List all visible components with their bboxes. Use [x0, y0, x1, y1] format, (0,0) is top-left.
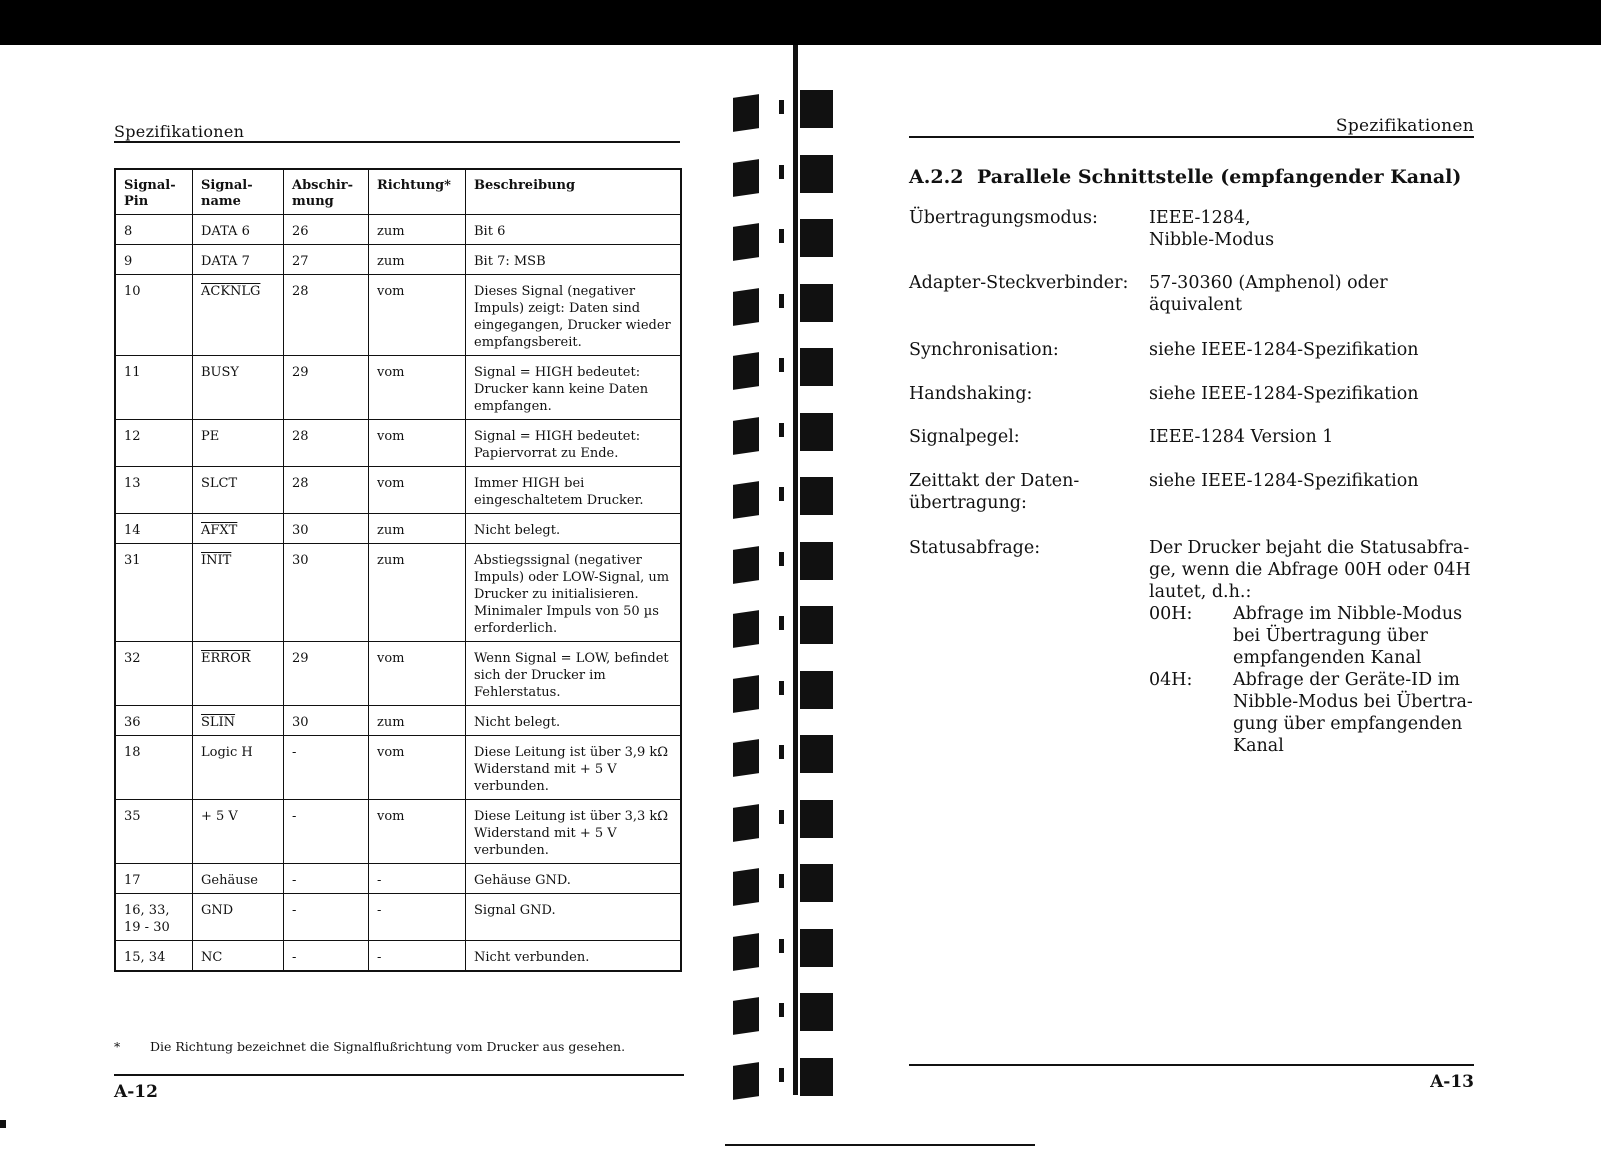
- spec-label: Signalpegel:: [909, 427, 1020, 447]
- direction-cell: vom: [369, 356, 466, 420]
- binding-spine: [793, 45, 798, 1095]
- table-row: [115, 420, 681, 467]
- shield-cell: -: [284, 736, 369, 800]
- table-row: [115, 800, 681, 864]
- col-header-pin-text: Signal- Pin: [124, 178, 176, 209]
- binding-ring-right: [800, 90, 833, 128]
- status-value: [1149, 537, 1479, 757]
- col-header-shield-text: Abschir- mung: [292, 178, 354, 209]
- binding-ring-hole: [779, 1003, 784, 1017]
- description-cell: Wenn Signal = LOW, befindet sich der Drucker im Fehlerstatus.: [466, 642, 682, 706]
- signal-pin-cell: 36: [115, 706, 193, 736]
- binding-ring-left: [733, 997, 759, 1035]
- direction-cell: -: [369, 941, 466, 972]
- col-header-direction: [369, 169, 466, 215]
- direction-cell: vom: [369, 275, 466, 356]
- signal-pin-cell: 11: [115, 356, 193, 420]
- binding-ring-left: [733, 352, 759, 390]
- binding-ring-hole: [779, 616, 784, 630]
- table-row: [115, 245, 681, 275]
- signal-name-cell: + 5 V: [193, 800, 284, 864]
- direction-cell: -: [369, 894, 466, 941]
- binding-ring-left: [733, 933, 759, 971]
- binding-ring-left: [733, 546, 759, 584]
- spec-value: 57-30360 (Amphenol) oder äquivalent: [1149, 273, 1388, 315]
- table-row: [115, 864, 681, 894]
- spec-label: Synchronisation:: [909, 340, 1059, 360]
- shield-cell: 29: [284, 356, 369, 420]
- direction-cell: zum: [369, 706, 466, 736]
- signal-name-cell: BUSY: [193, 356, 284, 420]
- status-code-row: [1149, 603, 1479, 669]
- signal-name-cell: AFXT: [193, 514, 284, 544]
- signal-name-cell: PE: [193, 420, 284, 467]
- description-cell: Nicht belegt.: [466, 514, 682, 544]
- col-header-direction-text: Richtung*: [377, 178, 451, 193]
- signal-pin-cell: 13: [115, 467, 193, 514]
- signal-name-cell: Logic H: [193, 736, 284, 800]
- signal-pin-cell: 18: [115, 736, 193, 800]
- direction-cell: zum: [369, 215, 466, 245]
- binding-ring-hole: [779, 552, 784, 566]
- section-title: Parallele Schnittstelle (empfangender Kanal): [977, 166, 1462, 188]
- description-cell: Signal = HIGH bedeutet: Drucker kann keine Daten empfangen.: [466, 356, 682, 420]
- shield-cell: -: [284, 864, 369, 894]
- signal-name-cell: ERROR: [193, 642, 284, 706]
- signal-pin-cell: 16, 33, 19 - 30: [115, 894, 193, 941]
- col-header-description-text: Beschreibung: [474, 178, 576, 193]
- signal-name-cell: NC: [193, 941, 284, 972]
- spec-value: IEEE-1284 Version 1: [1149, 427, 1334, 447]
- binding-ring-right: [800, 864, 833, 902]
- table-row: [115, 642, 681, 706]
- table-row: [115, 215, 681, 245]
- binding-ring-left: [733, 417, 759, 455]
- page-number-left: A-12: [114, 1074, 684, 1102]
- signal-name-cell: ACKNLG: [193, 275, 284, 356]
- binding-ring-hole: [779, 423, 784, 437]
- binding-ring-left: [733, 675, 759, 713]
- shield-cell: 30: [284, 514, 369, 544]
- shield-cell: -: [284, 941, 369, 972]
- table-row: [115, 544, 681, 642]
- description-cell: Immer HIGH bei eingeschaltetem Drucker.: [466, 467, 682, 514]
- signal-pin-cell: 12: [115, 420, 193, 467]
- description-cell: Nicht verbunden.: [466, 941, 682, 972]
- signal-pin-cell: 31: [115, 544, 193, 642]
- binding-ring-right: [800, 735, 833, 773]
- binding-ring-hole: [779, 810, 784, 824]
- shield-cell: 27: [284, 245, 369, 275]
- direction-cell: vom: [369, 736, 466, 800]
- shield-cell: 28: [284, 420, 369, 467]
- status-code-text: Abfrage der Geräte-ID im Nibble-Modus bei Übertra- gung über empfangenden Kanal: [1233, 670, 1473, 756]
- description-cell: Dieses Signal (negativer Impuls) zeigt: Daten sind eingegangen, Drucker wieder empfangsbereit.: [466, 275, 682, 356]
- spec-value: IEEE-1284, Nibble-Modus: [1149, 208, 1275, 250]
- running-header-left: Spezifikationen: [114, 122, 680, 143]
- footnote-marker: *: [114, 1039, 121, 1054]
- col-header-name: [193, 169, 284, 215]
- spec-label: Übertragungsmodus:: [909, 208, 1098, 228]
- status-code-text: Abfrage im Nibble-Modus bei Übertragung über empfangenden Kanal: [1233, 604, 1463, 668]
- binding-ring-left: [733, 94, 759, 132]
- col-header-name-text: Signal- name: [201, 178, 253, 209]
- shield-cell: 28: [284, 275, 369, 356]
- signal-pin-cell: 8: [115, 215, 193, 245]
- binding-ring-right: [800, 413, 833, 451]
- status-code: 00H:: [1149, 604, 1193, 624]
- binding-ring-hole: [779, 745, 784, 759]
- spec-label: Adapter-Steckverbinder:: [909, 273, 1129, 293]
- binding-ring-right: [800, 993, 833, 1031]
- signal-pin-cell: 35: [115, 800, 193, 864]
- description-cell: Diese Leitung ist über 3,9 kΩ Widerstand mit + 5 V verbunden.: [466, 736, 682, 800]
- binding-ring-right: [800, 542, 833, 580]
- signal-name-cell: SLCT: [193, 467, 284, 514]
- binding-ring-right: [800, 800, 833, 838]
- spec-value: siehe IEEE-1284-Spezifikation: [1149, 340, 1419, 360]
- status-code: 04H:: [1149, 670, 1193, 690]
- binding-ring-left: [733, 288, 759, 326]
- spec-label: Handshaking:: [909, 384, 1033, 404]
- binding-ring-left: [733, 159, 759, 197]
- binding-ring-hole: [779, 874, 784, 888]
- description-cell: Gehäuse GND.: [466, 864, 682, 894]
- spec-label: Zeittakt der Daten- übertragung:: [909, 471, 1080, 513]
- table-row: [115, 467, 681, 514]
- binding-ring-hole: [779, 358, 784, 372]
- description-cell: Signal = HIGH bedeutet: Papiervorrat zu Ende.: [466, 420, 682, 467]
- shield-cell: 30: [284, 706, 369, 736]
- signal-pin-cell: 15, 34: [115, 941, 193, 972]
- signal-pin-cell: 17: [115, 864, 193, 894]
- signal-name-cell: Gehäuse: [193, 864, 284, 894]
- binding-ring-right: [800, 671, 833, 709]
- binding-ring-hole: [779, 100, 784, 114]
- binding-ring-hole: [779, 165, 784, 179]
- section-heading: [909, 166, 1461, 188]
- description-cell: Diese Leitung ist über 3,3 kΩ Widerstand mit + 5 V verbunden.: [466, 800, 682, 864]
- spec-value: siehe IEEE-1284-Spezifikation: [1149, 471, 1419, 491]
- table-row: [115, 356, 681, 420]
- col-header-shield: [284, 169, 369, 215]
- direction-cell: vom: [369, 467, 466, 514]
- page-number-right: A-13: [909, 1064, 1474, 1092]
- direction-cell: vom: [369, 420, 466, 467]
- table-row: [115, 736, 681, 800]
- binding-ring-hole: [779, 229, 784, 243]
- binding-ring-hole: [779, 1068, 784, 1082]
- col-header-description: [466, 169, 682, 215]
- binding-ring-right: [800, 1058, 833, 1096]
- spec-label: Statusabfrage:: [909, 538, 1041, 558]
- right-page: [880, 0, 1601, 1154]
- signal-pin-cell: 14: [115, 514, 193, 544]
- shield-cell: 26: [284, 215, 369, 245]
- binding-ring-left: [733, 610, 759, 648]
- binding-ring-hole: [779, 487, 784, 501]
- signal-name-cell: GND: [193, 894, 284, 941]
- binding-ring-left: [733, 804, 759, 842]
- signal-pin-cell: 9: [115, 245, 193, 275]
- binding-ring-hole: [779, 294, 784, 308]
- binding-ring-right: [800, 348, 833, 386]
- footnote-text: Die Richtung bezeichnet die Signalflußrichtung vom Drucker aus gesehen.: [150, 1039, 626, 1054]
- shield-cell: -: [284, 894, 369, 941]
- binding-ring-left: [733, 868, 759, 906]
- binding-ring-right: [800, 284, 833, 322]
- description-cell: Signal GND.: [466, 894, 682, 941]
- section-number: A.2.2: [909, 166, 964, 188]
- shield-cell: -: [284, 800, 369, 864]
- direction-cell: vom: [369, 800, 466, 864]
- signal-name-cell: DATA 6: [193, 215, 284, 245]
- table-row: [115, 941, 681, 972]
- description-cell: Bit 7: MSB: [466, 245, 682, 275]
- status-code-row: [1149, 669, 1479, 757]
- signal-pin-cell: 32: [115, 642, 193, 706]
- signal-name-cell: SLIN: [193, 706, 284, 736]
- direction-cell: vom: [369, 642, 466, 706]
- direction-cell: -: [369, 864, 466, 894]
- binding-ring-hole: [779, 939, 784, 953]
- binding-ring-left: [733, 223, 759, 261]
- binding-ring-right: [800, 477, 833, 515]
- direction-cell: zum: [369, 245, 466, 275]
- binding-ring-right: [800, 219, 833, 257]
- left-page: [0, 0, 700, 1154]
- binding-ring-right: [800, 606, 833, 644]
- signal-name-cell: INIT: [193, 544, 284, 642]
- shield-cell: 30: [284, 544, 369, 642]
- table-row: [115, 894, 681, 941]
- binding-ring-left: [733, 739, 759, 777]
- spec-value: siehe IEEE-1284-Spezifikation: [1149, 384, 1419, 404]
- signal-table: [114, 168, 682, 972]
- binding-ring-right: [800, 929, 833, 967]
- col-header-pin: [115, 169, 193, 215]
- binding-ring-left: [733, 481, 759, 519]
- signal-pin-cell: 10: [115, 275, 193, 356]
- direction-cell: zum: [369, 544, 466, 642]
- shield-cell: 28: [284, 467, 369, 514]
- table-row: [115, 514, 681, 544]
- description-cell: Nicht belegt.: [466, 706, 682, 736]
- binding-ring-right: [800, 155, 833, 193]
- direction-cell: zum: [369, 514, 466, 544]
- description-cell: Abstiegssignal (negativer Impuls) oder LOW-Signal, um Drucker zu initialisieren. Minimaler Impuls von 50 µs erforderlich.: [466, 544, 682, 642]
- binding-ring-left: [733, 1062, 759, 1100]
- table-row: [115, 275, 681, 356]
- table-footnote: [114, 1039, 684, 1054]
- table-header-row: [115, 169, 681, 215]
- status-intro: Der Drucker bejaht die Statusabfra- ge, wenn die Abfrage 00H oder 04H lautet, d.h.:: [1149, 538, 1471, 602]
- signal-name-cell: DATA 7: [193, 245, 284, 275]
- binding-ring-hole: [779, 681, 784, 695]
- shield-cell: 29: [284, 642, 369, 706]
- running-header-right: Spezifikationen: [909, 116, 1474, 138]
- table-row: [115, 706, 681, 736]
- description-cell: Bit 6: [466, 215, 682, 245]
